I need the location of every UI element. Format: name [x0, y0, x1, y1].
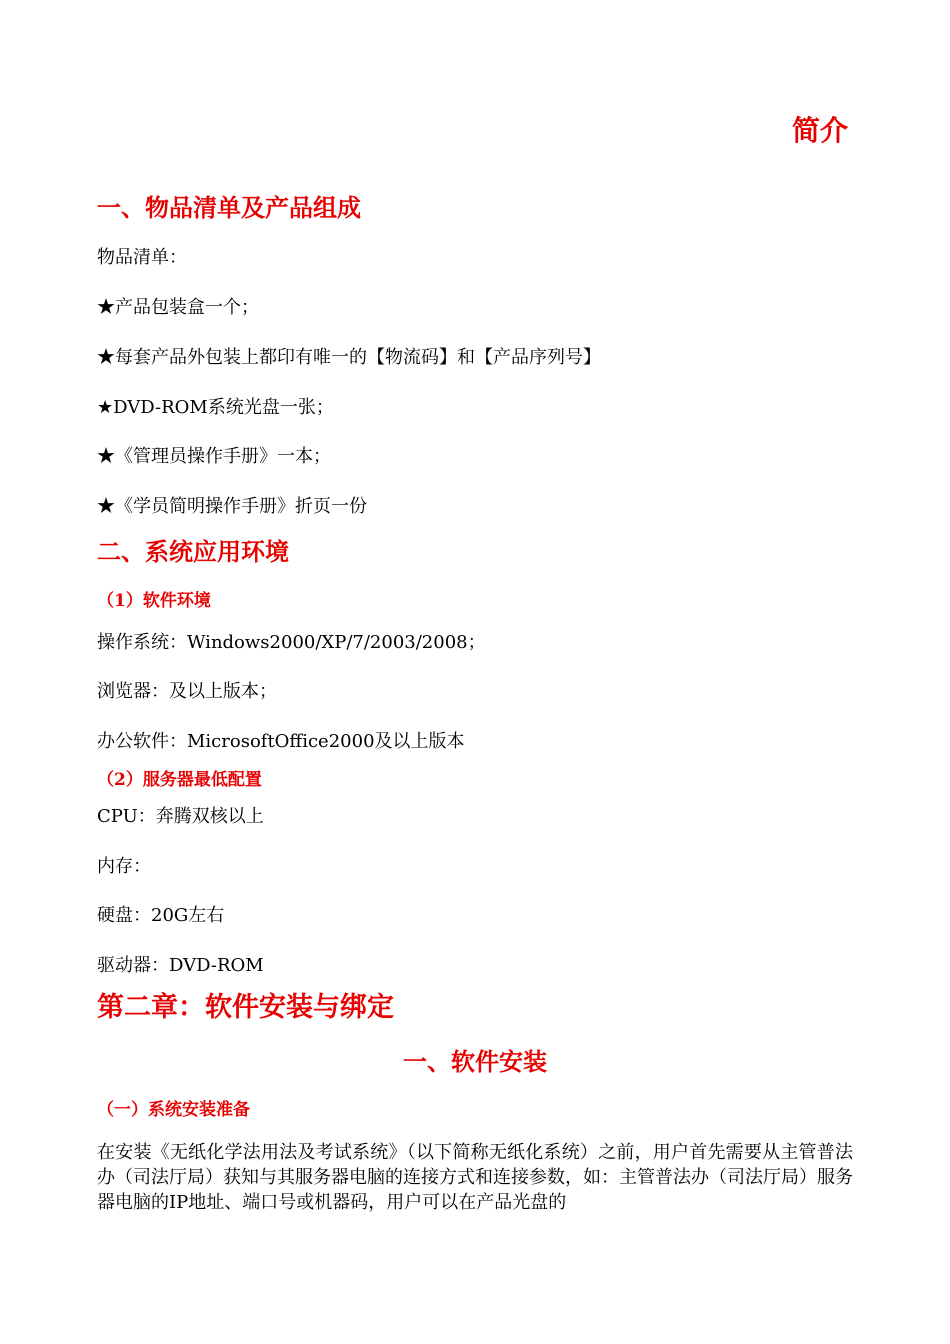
- install-prep-paragraph: 在安装《无纸化学法用法及考试系统》（以下简称无纸化系统）之前，用户首先需要从主管普法办（司法厅局）获知与其服务器电脑的连接方式和连接参数，如：主管普法办（司法厅局）服务器电脑的IP地址、端口号或机器码，用户可以在产品光盘的: [97, 1142, 853, 1213]
- install-prep-subheading: （一）系统安装准备: [97, 1100, 250, 1120]
- list-item: ★《管理员操作手册》一本；: [97, 446, 331, 467]
- os-line: 操作系统：Windows2000/XP/7/2003/2008；: [97, 632, 486, 653]
- disk-line: 硬盘：20G左右: [97, 905, 225, 926]
- intro-title: 简介: [791, 114, 848, 147]
- item-list-label: 物品清单：: [97, 247, 187, 268]
- cpu-line: CPU：奔腾双核以上: [97, 806, 264, 827]
- list-item: ★每套产品外包装上都印有唯一的【物流码】和【产品序列号】: [97, 347, 601, 368]
- server-config-subheading: （2）服务器最低配置: [97, 770, 262, 790]
- section1-heading: 一、物品清单及产品组成: [97, 193, 361, 222]
- section2-heading: 二、系统应用环境: [97, 537, 289, 566]
- chapter2-heading: 第二章：软件安装与绑定: [97, 992, 394, 1023]
- memory-line: 内存：: [97, 856, 151, 877]
- software-install-title: 一、软件安装: [403, 1047, 547, 1076]
- drive-line: 驱动器：DVD-ROM: [97, 955, 264, 976]
- software-env-subheading: （1）软件环境: [97, 591, 211, 611]
- office-line: 办公软件：MicrosoftOffice2000及以上版本: [97, 731, 465, 752]
- browser-line: 浏览器：及以上版本；: [97, 681, 277, 702]
- list-item: ★《学员简明操作手册》折页一份: [97, 496, 367, 517]
- list-item: ★产品包装盒一个；: [97, 297, 259, 318]
- list-item: ★DVD-ROM系统光盘一张；: [97, 397, 334, 418]
